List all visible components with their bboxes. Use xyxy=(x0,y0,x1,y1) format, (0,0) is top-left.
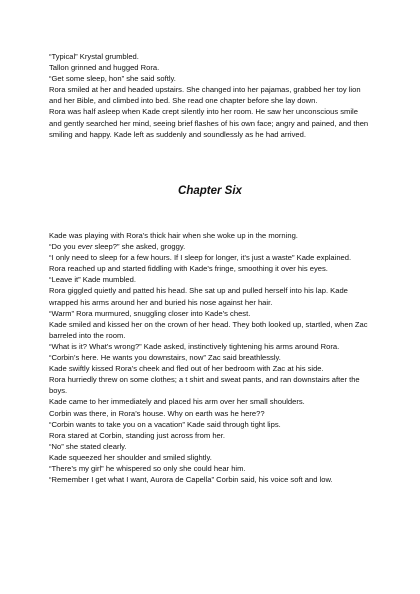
paragraph: Tallon grinned and hugged Rora. xyxy=(49,63,160,73)
paragraph: Rora giggled quietly and patted his head. She sat up and pulled herself into his lap. Kade wrapped his arms around her and buried his nose against her hair. xyxy=(49,286,348,307)
paragraph: Kade swiftly kissed Rora’s cheek and fled out of her bedroom with Zac at his side. xyxy=(49,364,324,374)
paragraph: Kade smiled and kissed her on the crown of her head. They both looked up, startled, when Zac barreled into the room. xyxy=(49,319,368,340)
paragraph: “What is it? What’s wrong?” Kade asked, instinctively tightening his arms around Rora. xyxy=(49,341,340,351)
paragraph: Corbin was there, in Rora’s house. Why on earth was he here?? xyxy=(49,408,265,418)
paragraph: “Get some sleep, hon” she said softly. xyxy=(49,74,176,84)
paragraph: “Typical” Krystal grumbled. xyxy=(49,52,139,61)
chapter-text-block xyxy=(49,230,371,485)
paragraph: “I only need to sleep for a few hours. If I sleep for longer, it’s just a waste” Kade explained. xyxy=(49,253,352,263)
paragraph: Rora was half asleep when Kade crept silently into her room. He saw her unconscious smile and gently searched her mind, seeing brief flashes of his own face; angry and pained, and then smiling and happy. Kade left as suddenly and soundlessly as he had arrived. xyxy=(49,107,369,139)
paragraph: Rora reached up and started fiddling with Kade’s fringe, smoothing it over his eyes. xyxy=(49,264,328,274)
chapter-title: Chapter Six xyxy=(178,185,242,197)
paragraph: “Do you ever sleep?” she asked, groggy. xyxy=(49,242,186,252)
paragraph: “Leave it” Kade mumbled. xyxy=(49,275,136,285)
paragraph: “Corbin wants to take you on a vacation” Kade said through tight lips. xyxy=(49,419,281,429)
paragraph: Kade was playing with Rora’s thick hair when she woke up in the morning. xyxy=(49,231,298,240)
paragraph: Rora hurriedly threw on some clothes; a t shirt and sweat pants, and ran downstairs after the boys. xyxy=(49,375,360,396)
top-text-block xyxy=(49,51,371,140)
paragraph: “There’s my girl” he whispered so only she could hear him. xyxy=(49,463,246,473)
paragraph: Rora stared at Corbin, standing just across from her. xyxy=(49,430,226,440)
paragraph: “Corbin’s here. He wants you downstairs, now” Zac said breathlessly. xyxy=(49,353,281,363)
paragraph: “Remember I get what I want, Aurora de Capella” Corbin said, his voice soft and low. xyxy=(49,475,333,485)
paragraph: “No” she stated clearly. xyxy=(49,441,127,451)
paragraph: Kade came to her immediately and placed his arm over her small shoulders. xyxy=(49,397,305,407)
paragraph: Rora smiled at her and headed upstairs. She changed into her pajamas, grabbed her toy lion and her Bible, and climbed into bed. She read one chapter before she lay down. xyxy=(49,85,361,106)
paragraph: “Warm” Rora murmured, snuggling closer into Kade’s chest. xyxy=(49,308,251,318)
paragraph: Kade squeezed her shoulder and smiled slightly. xyxy=(49,452,212,462)
